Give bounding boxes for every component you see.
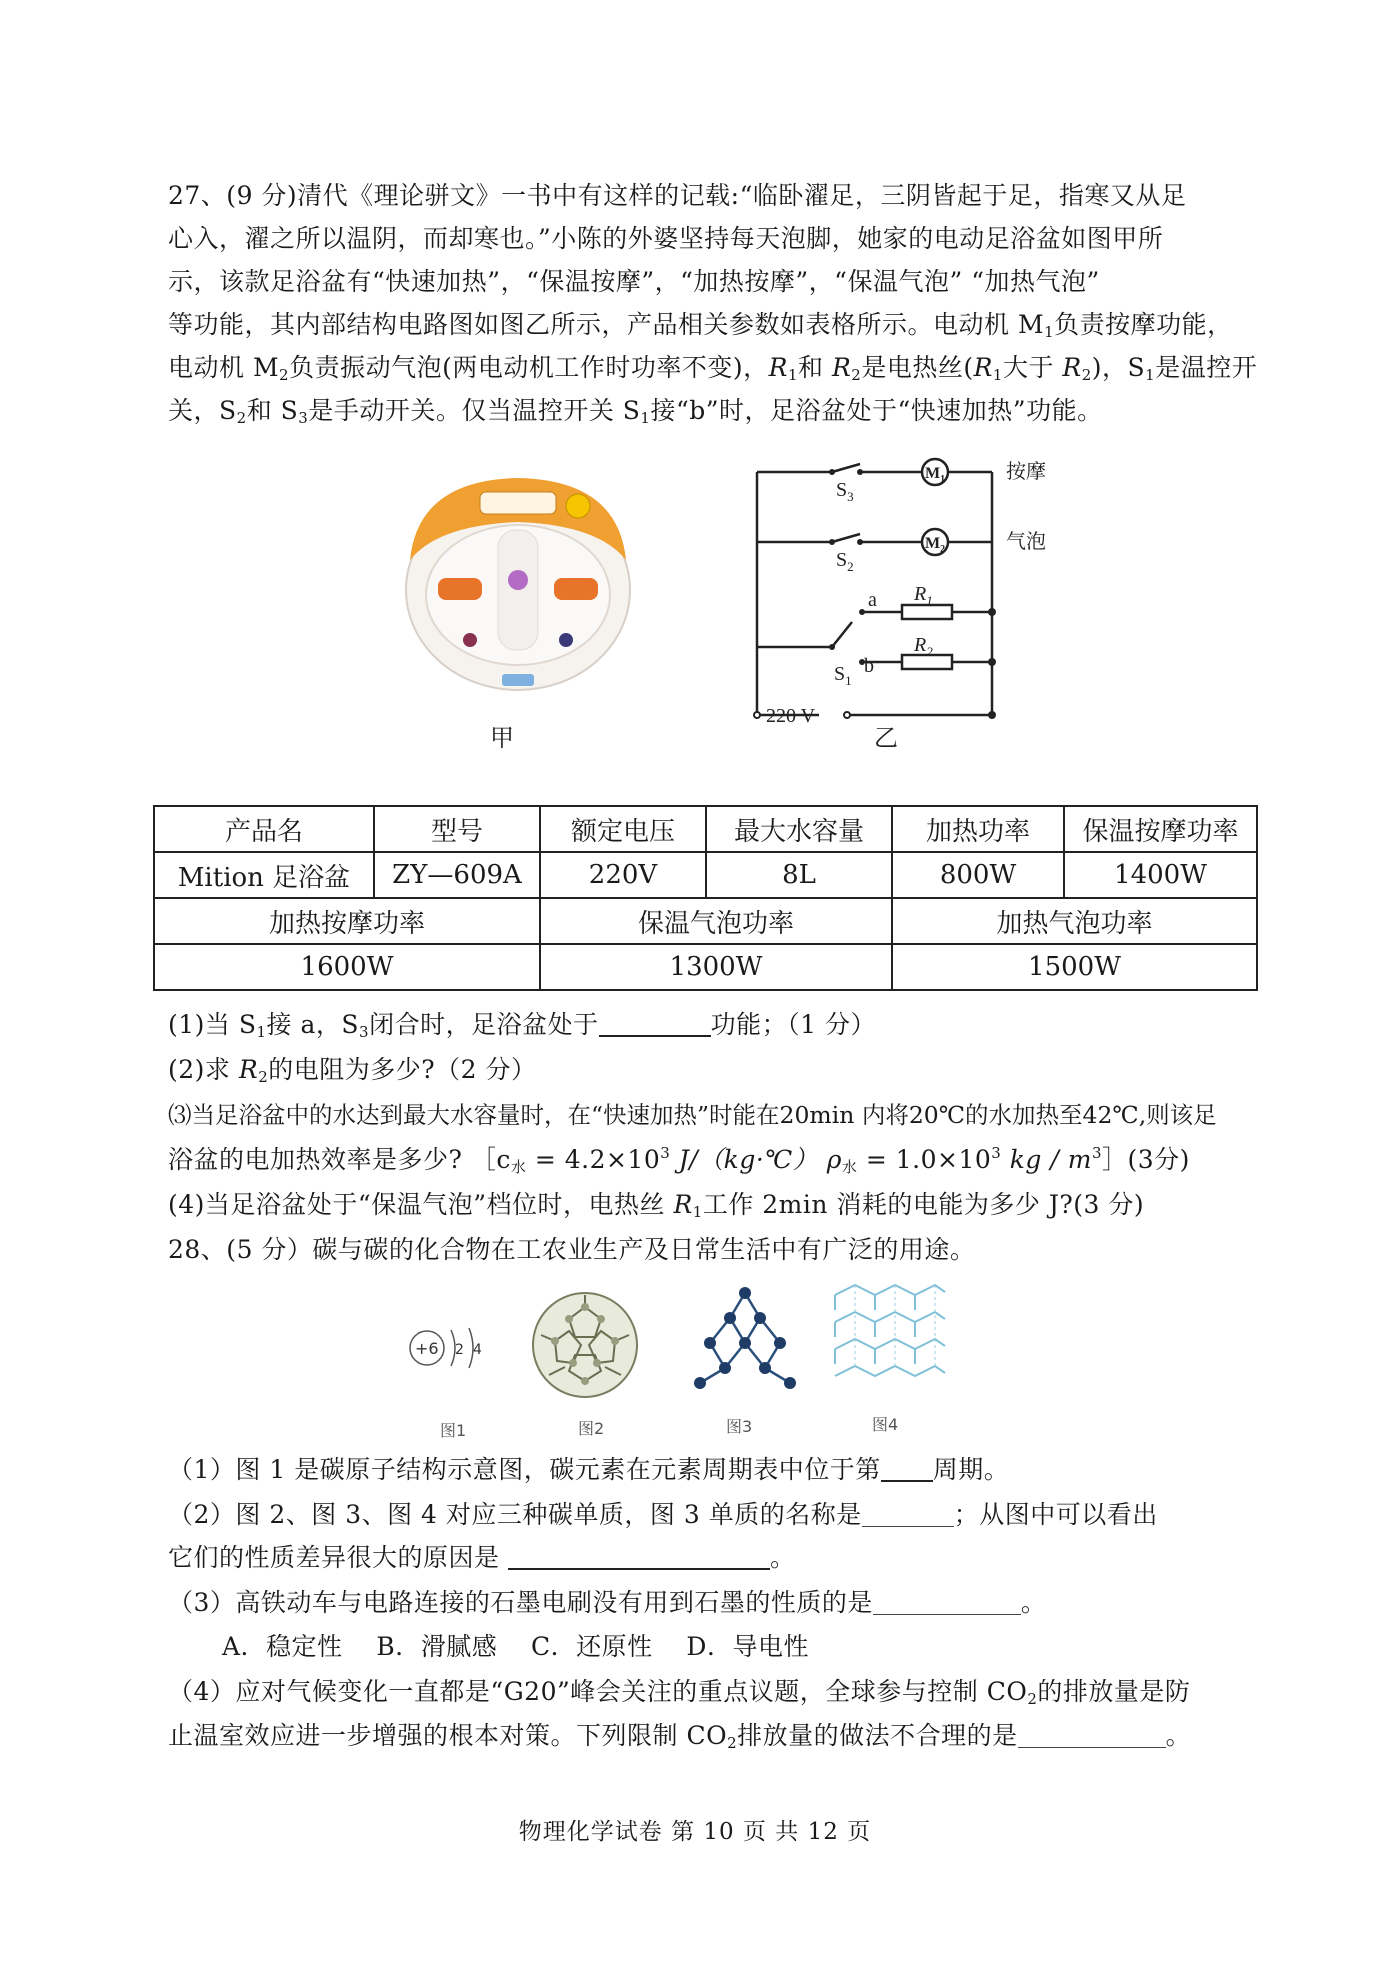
figure-jia-caption: 甲 [490, 724, 514, 752]
page-footer: 物理化学试卷 第 10 页 共 12 页 [518, 1819, 872, 1845]
table-row-2 [154, 944, 1257, 990]
q27-sub-2: (2)求 $R_2$的电阻为多少?（2 分） [168, 1055, 537, 1086]
q27-sub-4: (4)当足浴盆处于“保温气泡”档位时，电热丝 $R_1$工作 2min 消耗的电能为多少 J?(3 分) [168, 1190, 1145, 1221]
answer-blank[interactable] [508, 1544, 770, 1570]
svg-text:4: 4 [473, 1342, 482, 1358]
figure-3-label: 图3 [726, 1417, 753, 1436]
q28-sub-3: （3）高铁动车与电路连接的石墨电刷没有用到石墨的性质的是 。 [168, 1588, 1047, 1617]
resistor-r1-label: $R_1$ [914, 583, 933, 608]
svg-text:+6: +6 [415, 1339, 439, 1358]
circuit-diagram [752, 462, 1072, 732]
figure-yi-caption: 乙 [874, 724, 898, 752]
q27-line-2: 心入，濯之所以温阴，而却寒也。”小陈的外婆坚持每天泡脚，她家的电动足浴盆如图甲所 [168, 224, 1164, 253]
q28-sub-2-line-2: 它们的性质差异很大的原因是 。 [168, 1543, 796, 1572]
motor-m1-label: $M_1$ [925, 465, 946, 485]
answer-blank[interactable] [881, 1456, 933, 1482]
table-cell: 加热按摩功率 [154, 898, 540, 944]
bubble-label: 气泡 [1006, 531, 1046, 553]
massage-label: 按摩 [1006, 461, 1046, 483]
table-cell: 8L [706, 852, 892, 898]
answer-blank[interactable] [599, 1011, 711, 1037]
contact-b-label: b [864, 655, 874, 677]
table-cell: 1600W [154, 944, 540, 990]
answer-blank[interactable] [1018, 1723, 1166, 1748]
q28-line-1: 28、(5 分）碳与碳的化合物在工农业生产及日常生活中有广泛的用途。 [168, 1235, 976, 1264]
table-header-row-1 [154, 806, 1257, 852]
table-cell: 产品名 [154, 806, 374, 852]
table-cell: 1300W [540, 944, 892, 990]
carbon-atom-diagram [405, 1318, 495, 1378]
table-header-row-2 [154, 898, 1257, 944]
graphite-layer-model [830, 1280, 950, 1395]
table-cell: 最大水容量 [706, 806, 892, 852]
figure-4-label: 图4 [872, 1415, 899, 1434]
svg-text:2: 2 [455, 1342, 464, 1358]
q27-line-6: 关，$S_2$和 $S_3$是手动开关。仅当温控开关 $S_1$接“b”时，足浴盆处于“快速加热”功能。 [168, 396, 1103, 427]
table-cell: 保温气泡功率 [540, 898, 892, 944]
q28-sub-1: （1）图 1 是碳原子结构示意图，碳元素在元素周期表中位于第 周期。 [168, 1455, 1010, 1484]
answer-blank[interactable] [862, 1502, 954, 1527]
q27-line-3: 示，该款足浴盆有“快速加热”，“保温按摩”，“加热按摩”，“保温气泡” “加热气泡” [168, 267, 1100, 296]
table-cell: 额定电压 [540, 806, 706, 852]
voltage-label: 220 V [766, 705, 816, 727]
foot-basin-illustration [398, 470, 638, 700]
table-cell: 1500W [892, 944, 1257, 990]
contact-a-label: a [868, 589, 877, 611]
q28-sub-4-line-1: （4）应对气候变化一直都是“G20”峰会关注的重点议题，全球参与控制 $CO_2$的排放量是防 [168, 1677, 1191, 1708]
q28-sub-4-line-2: 止温室效应进一步增强的根本对策。下列限制 $CO_2$排放量的做法不合理的是 。 [168, 1721, 1192, 1752]
switch-s1-label: $S_1$ [834, 663, 852, 688]
table-cell: 保温按摩功率 [1064, 806, 1257, 852]
switch-s2-label: $S_2$ [836, 549, 854, 574]
motor-m2-label: $M_2$ [925, 535, 946, 555]
q27-sub-3-line-2: 浴盆的电加热效率是多少? $[c_水 = 4.2\times 10^3$ J/（kg·℃） $\rho_水 = 1.0\times 10^3$ kg / $m^3](3$分) [168, 1144, 1190, 1176]
table-row-1 [154, 852, 1257, 898]
table-cell: 1400W [1064, 852, 1257, 898]
q27-line-1: 27、(9 分)清代《理论骈文》一书中有这样的记载:“临卧濯足，三阴皆起于足，指寒又从足 [168, 181, 1187, 210]
answer-blank[interactable] [873, 1590, 1021, 1615]
figure-1-label: 图1 [440, 1421, 467, 1440]
q27-sub-1: (1)当 $S_1$接 a，$S_3$闭合时，足浴盆处于 功能；（1 分） [168, 1010, 876, 1041]
table-cell: 220V [540, 852, 706, 898]
switch-s3-label: $S_3$ [836, 479, 854, 504]
figure-2-label: 图2 [578, 1419, 605, 1438]
diamond-structure-model [685, 1283, 805, 1393]
table-cell: Mition 足浴盆 [154, 852, 374, 898]
table-cell: 800W [892, 852, 1064, 898]
product-spec-table [153, 805, 1258, 991]
fullerene-c60-model [525, 1285, 645, 1405]
table-cell: ZY—609A [374, 852, 540, 898]
q27-line-5: 电动机 $M_2$负责振动气泡(两电动机工作时功率不变)，$R_1$和 $R_2$是电热丝($R_1$大于 $R_2$)，$S_1$是温控开 [168, 353, 1258, 384]
table-cell: 加热功率 [892, 806, 1064, 852]
q27-sub-3-line-1: ⑶当足浴盆中的水达到最大水容量时，在“快速加热”时能在20min 内将20℃的水加热至42℃,则该足 [168, 1101, 1217, 1129]
q28-sub-3-options: A．稳定性 B．滑腻感 C．还原性 D．导电性 [222, 1632, 809, 1661]
q27-line-4: 等功能，其内部结构电路图如图乙所示，产品相关参数如表格所示。电动机 $M_1$负责按摩功能， [168, 310, 1233, 341]
q28-sub-2-line-1: （2）图 2、图 3、图 4 对应三种碳单质，图 3 单质的名称是 ；从图中可以看出 [168, 1500, 1158, 1529]
table-cell: 型号 [374, 806, 540, 852]
table-cell: 加热气泡功率 [892, 898, 1257, 944]
resistor-r2-label: $R_2$ [914, 634, 933, 659]
